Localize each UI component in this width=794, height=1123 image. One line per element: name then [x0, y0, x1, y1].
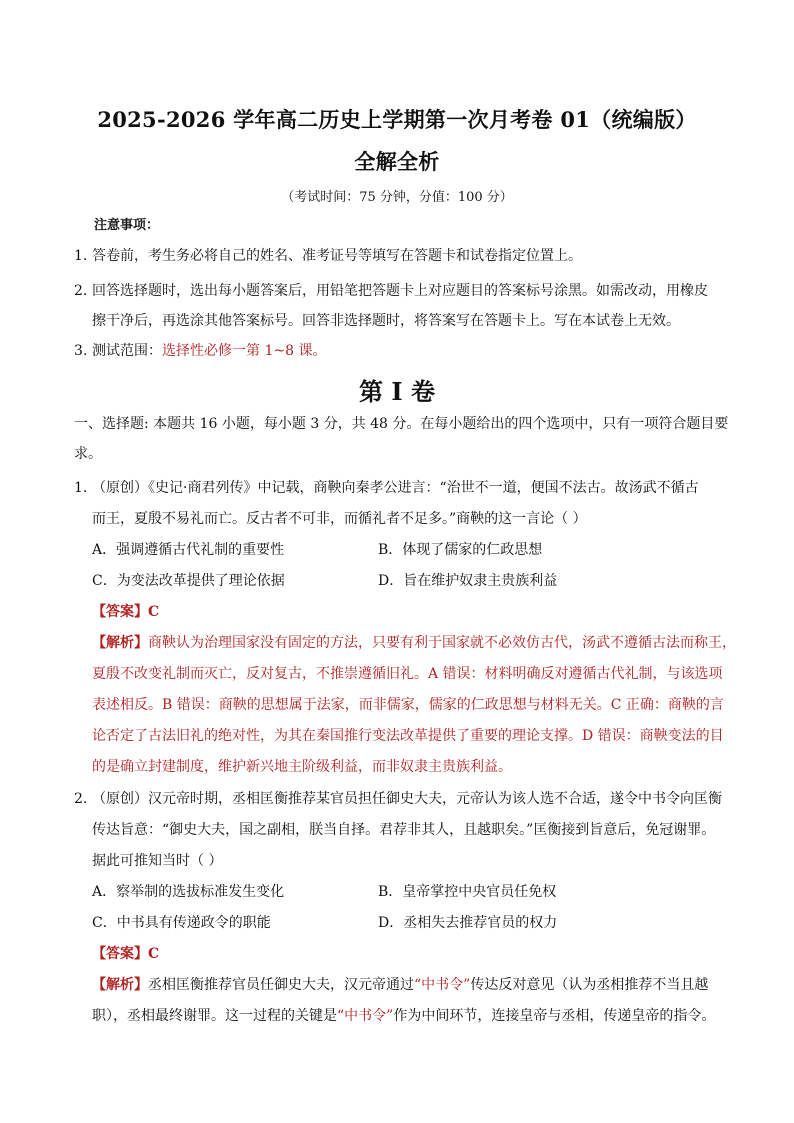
test-range-value: 选择性必修一第 1~8 课。: [162, 343, 327, 359]
notice-item-1-text: 答卷前，考生务必将自己的姓名、准考证号等填写在答题卡和试卷指定位置上。: [92, 248, 582, 264]
question-1-num: 1.: [74, 480, 88, 496]
notice-item-3-num: 3.: [74, 343, 88, 359]
analysis-tag: 【解析】: [92, 977, 148, 993]
question-1-analysis-line2: 夏殷不改变礼制而灭亡，反对复古，不推崇遵循旧礼。A 错误：材料明确反对遵循古代礼制，与该选项: [92, 666, 723, 682]
notice-item-2-num: 2.: [74, 283, 88, 299]
notice-heading: 注意事项：: [94, 218, 160, 233]
test-range-label: 测试范围：: [92, 343, 162, 359]
question-1-stem-line2: 而王，夏殷不易礼而亡。反古者不可非，而循礼者不足多。”商鞅的这一言论（ ）: [92, 511, 587, 527]
section-intro-line2: 求。: [74, 446, 102, 462]
question-2-stem-line2: 传达旨意：“御史大夫，国之副相，朕当自择。君荐非其人，且越职矣。”匡衡接到旨意后，免冠谢罪。: [92, 822, 716, 838]
document-title: 2025-2026 学年高二历史上学期第一次月考卷 01（统编版）: [97, 107, 697, 132]
notice-item-1-num: 1.: [74, 248, 88, 264]
question-1-analysis-line4: 论否定了古法旧礼的绝对性，为其在秦国推行变法改革提供了重要的理论支撑。D 错误：商鞅变法的目: [92, 728, 724, 744]
question-2-stem-line3: 据此可推知当时（ ）: [92, 853, 223, 869]
question-1-answer: 【答案】C: [92, 604, 160, 620]
question-2-option-d: D．丞相失去推荐官员的权力: [378, 915, 558, 931]
question-1-analysis-line1: 【解析】商鞅认为治理国家没有固定的方法，只要有利于国家就不必效仿古代，汤武不遵循古法而称王，: [92, 635, 736, 651]
question-1-analysis-line5: 的是确立封建制度，维护新兴地主阶级利益，而非奴隶主贵族利益。: [92, 759, 512, 775]
question-2-option-b: B．皇帝掌控中央官员任免权: [378, 884, 557, 900]
question-1-option-d: D．旨在维护奴隶主贵族利益: [378, 573, 558, 589]
section-intro-line1: 一、选择题: 本题共 16 小题，每小题 3 分，共 48 分。在每小题给出的四个选项中，只有一项符合题目要: [74, 416, 729, 432]
question-1-option-c: C．为变法改革提供了理论依据: [92, 573, 285, 589]
question-2-answer: 【答案】C: [92, 946, 160, 962]
question-1-option-a: A．强调遵循古代礼制的重要性: [92, 542, 285, 558]
question-2-stem-line1: （原创）汉元帝时期，丞相匡衡推荐某官员担任御史大夫，元帝认为该人选不合适，遂令中书令向匡衡: [92, 791, 722, 807]
notice-item-2-text-line2: 擦干净后，再选涂其他答案标号。回答非选择题时，将答案写在答题卡上。写在本试卷上无效。: [92, 313, 680, 329]
analysis-tag: 【解析】: [92, 635, 148, 651]
question-2-analysis-line2: 职），丞相最终谢罪。这一过程的关键是“中书令”作为中间环节，连接皇帝与丞相，传递皇帝的指令。: [92, 1008, 716, 1024]
question-2-analysis-line1: 【解析】丞相匡衡推荐官员任御史大夫，汉元帝通过“中书令”传达反对意见（认为丞相推荐不当且越: [92, 977, 709, 993]
exam-info: （考试时间：75 分钟，分值：100 分）: [281, 190, 513, 205]
section-heading: 第 I 卷: [359, 377, 435, 406]
question-2-option-a: A．察举制的选拔标准发生变化: [92, 884, 285, 900]
question-1-analysis-line3: 表述相反。B 错误：商鞅的思想属于法家，而非儒家，儒家的仁政思想与材料无关。C 正确：商鞅的言: [92, 697, 724, 713]
notice-item-3-text: [92, 341, 326, 361]
question-2-option-c: C．中书具有传递政令的职能: [92, 915, 271, 931]
question-2-num: 2.: [74, 791, 88, 807]
notice-item-2-text-line1: 回答选择题时，选出每小题答案后，用铅笔把答题卡上对应题目的答案标号涂黑。如需改动，用橡皮: [92, 283, 708, 299]
document-subtitle: 全解全析: [354, 149, 440, 174]
question-1-option-b: B．体现了儒家的仁政思想: [378, 542, 543, 558]
question-1-stem-line1: （原创）《史记·商君列传》中记载，商鞅向秦孝公进言：“治世不一道，便国不法古。故汤武不循古: [92, 480, 699, 496]
